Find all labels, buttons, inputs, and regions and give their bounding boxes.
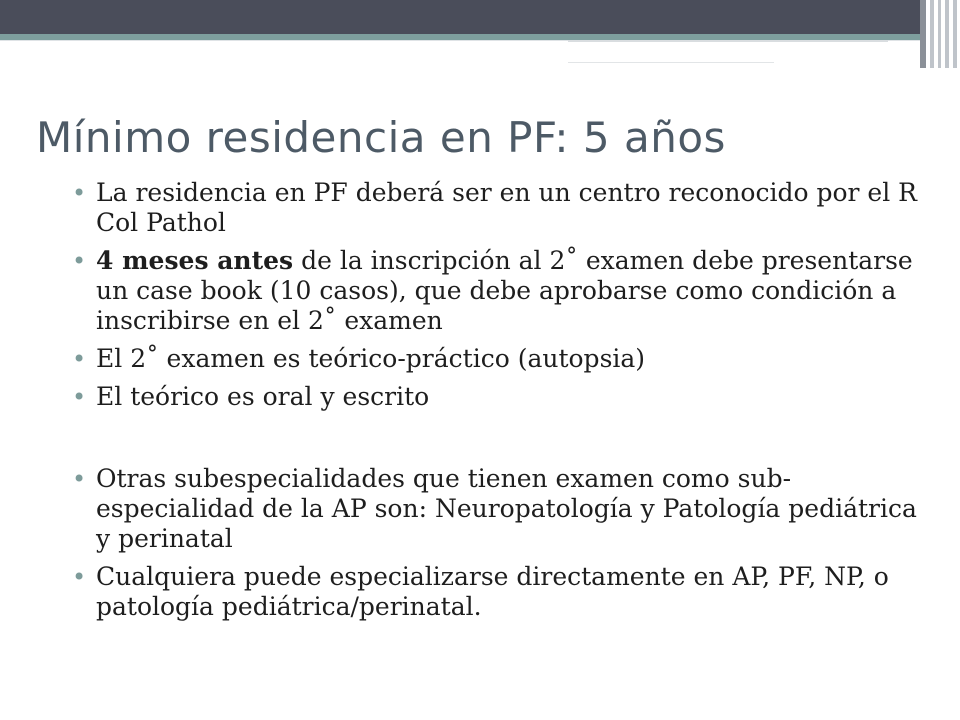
bullet-text: de la inscripción al 2˚ examen debe presentarse un case book (10 casos), que debe aprobarse como condición a inscribirse en el 2˚ examen bbox=[96, 246, 913, 335]
bullet-item bbox=[72, 562, 932, 622]
bullet-text: La residencia en PF deberá ser en un centro reconocido por el R Col Pathol bbox=[96, 178, 917, 237]
bullet-item bbox=[72, 178, 932, 238]
bullet-item bbox=[72, 382, 932, 412]
bullet-marker: • bbox=[72, 563, 87, 591]
bullet-marker: • bbox=[72, 465, 87, 493]
decorative-frame bbox=[568, 40, 888, 64]
decorative-frame-inner bbox=[568, 62, 774, 67]
bullet-marker: • bbox=[72, 383, 87, 411]
bullet-marker: • bbox=[72, 179, 87, 207]
bullet-text: El 2˚ examen es teórico-práctico (autopsia) bbox=[96, 344, 646, 373]
bullet-text: El teórico es oral y escrito bbox=[96, 382, 430, 411]
slide-body bbox=[72, 178, 932, 630]
bullet-marker: • bbox=[72, 247, 87, 275]
bullet-emphasis: 4 meses antes bbox=[96, 246, 294, 275]
bullet-marker: • bbox=[72, 345, 87, 373]
slide-title: Mínimo residencia en PF: 5 años bbox=[36, 113, 726, 162]
bullet-item bbox=[72, 246, 932, 336]
spacer bbox=[72, 420, 932, 464]
header-bar bbox=[0, 0, 920, 34]
bullet-item bbox=[72, 464, 932, 554]
decorative-side-bars bbox=[920, 0, 960, 68]
bullet-item bbox=[72, 344, 932, 374]
bullet-text: Cualquiera puede especializarse directamente en AP, PF, NP, o patología pediátrica/perinatal. bbox=[96, 562, 889, 621]
bullet-text: Otras subespecialidades que tienen examen como sub-especialidad de la AP son: Neuropatología y Patología pediátrica y perinatal bbox=[96, 464, 917, 553]
